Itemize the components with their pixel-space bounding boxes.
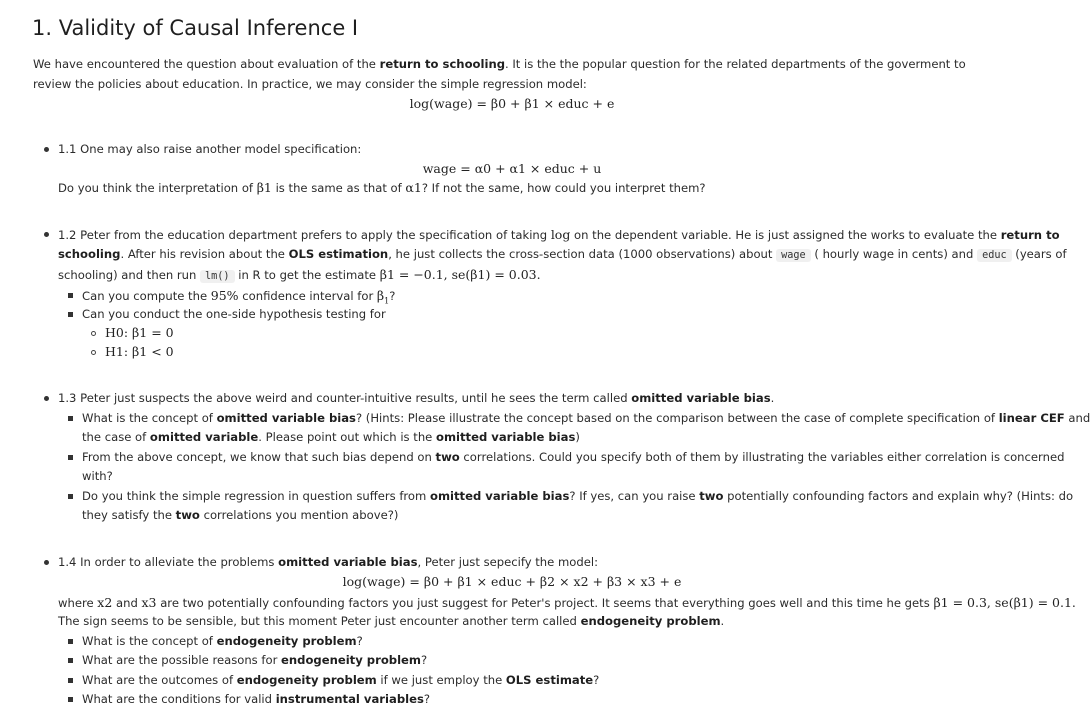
circle-bullet-icon	[91, 331, 96, 336]
section-1-4-label: 1.4 In order to alleviate the problems omitted variable bias, Peter just sepecify the model:	[58, 555, 598, 569]
code-lm: lm()	[200, 270, 235, 283]
section-1-3-item2-line1: From the above concept, we know that such bias depend on two correlations. Could you specify both of them by illustrating the variables either correlation is concerned	[82, 450, 1065, 464]
section-1-3-item1-line2: the case of omitted variable. Please point out which is the omitted variable bias)	[82, 430, 580, 444]
section-1-3-item2-line2: with?	[82, 469, 113, 483]
section-1-3-label: 1.3 Peter just suspects the above weird and counter-intuitive results, until he sees the term called omitted variable bias.	[58, 391, 775, 405]
square-bullet-icon	[68, 639, 73, 644]
square-bullet-icon	[68, 678, 73, 683]
square-bullet-icon	[68, 658, 73, 663]
equation-1-4: log(wage) = β0 + β1 × educ + β2 × x2 + β3 × x3 + e	[342, 574, 682, 589]
square-bullet-icon	[68, 293, 73, 298]
hypothesis-h1: H1: β1 < 0	[105, 344, 174, 359]
page-title: 1. Validity of Causal Inference I	[32, 16, 359, 40]
equation-1-1: wage = α0 + α1 × educ + u	[422, 161, 602, 176]
section-1-4-item3: What are the outcomes of endogeneity problem if we just employ the OLS estimate?	[82, 673, 600, 687]
section-1-4-line2: The sign seems to be sensible, but this moment Peter just encounter another term called endogeneity problem.	[58, 614, 725, 628]
section-1-4-item2: What are the possible reasons for endogeneity problem?	[82, 653, 428, 667]
code-educ: educ	[977, 249, 1012, 262]
estimate-1-2: β1 = −0.1, se(β1) = 0.03.	[379, 267, 541, 282]
bullet-icon	[44, 232, 49, 237]
code-wage: wage	[776, 249, 811, 262]
section-1-2-line1: 1.2 Peter from the education department prefers to apply the specification of taking log on the dependent variable. He is just assigned the works to evaluate the return to	[58, 227, 1060, 242]
section-1-1-question: Do you think the interpretation of β1 is the same as that of α1? If not the same, how could you interpret them?	[58, 180, 706, 195]
bullet-icon	[44, 396, 49, 401]
square-bullet-icon	[68, 312, 73, 317]
equation-main: log(wage) = β0 + β1 × educ + e	[409, 96, 615, 111]
section-1-3-item1-line1: What is the concept of omitted variable bias? (Hints: Please illustrate the concept based on the comparison between the case of complete specification of linear CEF and	[82, 411, 1090, 425]
section-1-2-line3: schooling) and then run lm() in R to get the estimate β1 = −0.1, se(β1) = 0.03.	[58, 267, 541, 282]
section-1-4-item1: What is the concept of endogeneity problem?	[82, 634, 363, 648]
square-bullet-icon	[68, 697, 73, 702]
section-1-2-line2: schooling. After his revision about the OLS estimation, he just collects the cross-section data (1000 observations) about wage ( hourly wage in cents) and educ (years of	[58, 247, 1067, 261]
square-bullet-icon	[68, 455, 73, 460]
section-1-4-where: where x2 and x3 are two potentially confounding factors you just suggest for Peter's project. It seems that everything goes well and this time he gets β1 = 0.3, se(β1) = 0.1.	[58, 595, 1076, 610]
section-1-2-item2: Can you conduct the one-side hypothesis testing for	[82, 307, 386, 321]
bullet-icon	[44, 147, 49, 152]
circle-bullet-icon	[91, 350, 96, 355]
section-1-3-item3-line1: Do you think the simple regression in question suffers from omitted variable bias? If yes, can you raise two potentially confounding factors and explain why? (Hints: do	[82, 489, 1074, 503]
section-1-4-item4: What are the conditions for valid instrumental variables?	[82, 692, 431, 706]
estimate-1-4: β1 = 0.3, se(β1) = 0.1.	[933, 595, 1076, 610]
square-bullet-icon	[68, 494, 73, 499]
section-1-3-item3-line2: they satisfy the two correlations you mention above?)	[82, 508, 399, 522]
section-1-1-label: 1.1 One may also raise another model specification:	[58, 142, 362, 156]
intro-paragraph: We have encountered the question about evaluation of the return to schooling. It is the the popular question for the related departments of the goverment to review the policies about education. In practice, we may consider the simple regression model:	[33, 57, 966, 91]
section-1-2-item1: Can you compute the 95% confidence interval for $\beta_1$?	[82, 288, 396, 306]
hypothesis-h0: H0: β1 = 0	[105, 325, 174, 340]
bullet-icon	[44, 560, 49, 565]
square-bullet-icon	[68, 416, 73, 421]
